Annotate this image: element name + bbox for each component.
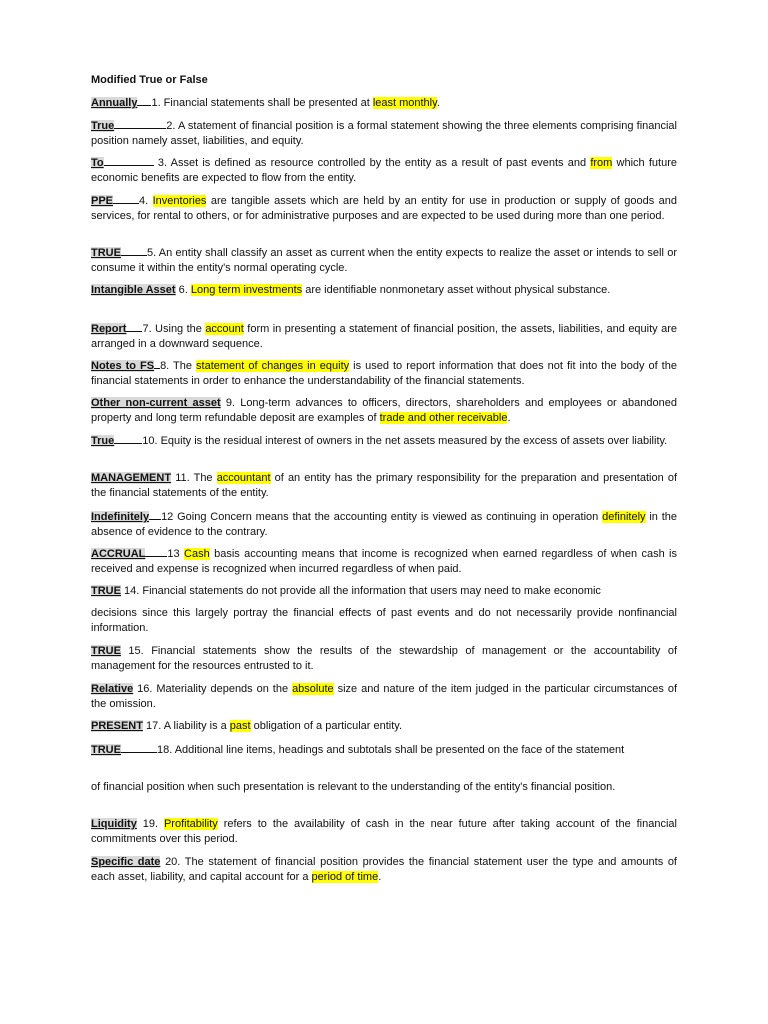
answer-5: TRUE [91,247,121,259]
answer-16: Relative [91,683,134,695]
answer-blank [145,546,167,557]
item-2 [91,118,677,149]
highlighted-term: past [229,720,251,732]
answer-blank [104,155,154,166]
item-text: 10. Equity is the residual interest of owners in the net assets measured by the excess of assets over liability. [142,435,668,447]
item-text: 7. Using the [142,323,206,335]
item-text: 15. Financial statements show the results of the stewardship of management or the accountability of management for the resources entrusted to it. [91,645,677,672]
answer-11: MANAGEMENT [91,472,172,484]
highlighted-term: trade and other receivable [379,412,508,424]
answer-13: ACCRUAL [91,548,146,560]
answer-12: Indefinitely [91,511,150,523]
item-11 [91,471,677,501]
answer-3: To [91,157,104,169]
highlighted-term: period of time [311,871,379,883]
highlighted-term: Long term investments [190,284,303,296]
item-text: 16. Materiality depends on the [133,683,293,695]
item-text: 5. An entity shall classify an asset as current when the entity expects to realize the asset or intends to sell or consume it within the entity's normal operating cycle. [91,247,677,274]
answer-20: Specific date [91,856,161,868]
item-19 [91,817,677,847]
item-18-continued [91,780,677,795]
highlighted-term: from [590,157,613,169]
item-5 [91,245,677,276]
item-text: in the absence of evidence to the contrary. [91,511,677,538]
item-text: obligation of a particular entity. [250,720,403,732]
item-text: form in presenting a statement of financial position, the assets, liabilities, and equity are arranged in a downward sequence. [91,323,677,350]
document-title: Modified True or False [91,74,208,86]
item-text: 20. The statement of financial position provides the financial statement user the type and amounts of each asset, liability, and capital account for a [91,856,677,883]
highlighted-term: Profitability [163,818,218,830]
item-text: is used to report information that does not fit into the body of the financial statements in order to enhance the understandability of the financial statements. [91,360,677,387]
answer-10: True [91,435,115,447]
item-text: 18. Additional line items, headings and subtotals shall be presented on the face of the statement [156,744,625,756]
highlighted-term: statement of changes in equity [196,360,350,372]
highlighted-term: accountant [216,472,271,484]
item-text: 11. The [171,472,217,484]
item-15 [91,644,677,674]
item-8 [91,358,677,389]
item-text: are identifiable nonmonetary asset without physical substance. [302,284,611,296]
item-text: 6. [175,284,191,296]
answer-18: TRUE [91,744,121,756]
answer-blank [137,95,151,106]
answer-2: True [91,120,115,132]
item-text: size and nature of the item judged in the particular circumstances of the omission. [91,683,678,710]
highlighted-term: account [205,323,244,335]
item-text: of an entity has the primary responsibility for the preparation and presentation of the financial statements of the entity. [91,472,677,499]
item-text: 3. Asset is defined as resource controlled by the entity as a result of past events and [153,157,591,169]
answer-19: Liquidity [91,818,137,830]
answer-6: Intangible Asset [91,284,176,296]
item-text: which future economic benefits are expected to flow from the entity. [91,157,677,184]
highlighted-term: Inventories [152,195,207,207]
item-18 [91,742,677,758]
item-text: 2. A statement of financial position is a formal statement showing the three elements comprising financial position namely asset, liabilities, and equity. [91,120,677,147]
item-text: . [507,412,511,424]
highlighted-term: Cash [184,548,210,560]
item-9 [91,396,677,426]
answer-8: Notes to FS [91,360,155,372]
item-14 [91,584,677,599]
answer-9: Other non-current asset [91,397,221,409]
item-text: refers to the availability of cash in the near future after taking account of the financial commitments over this period. [91,818,677,845]
answer-blank [126,321,142,332]
item-3 [91,155,677,186]
item-text: 17. A liability is a [142,720,230,732]
item-text: basis accounting means that income is recognized when earned regardless of when cash is received and expense is recognized when incurred regardless of when paid. [91,548,678,575]
item-text: 1. Financial statements shall be presented at [151,97,373,109]
item-text: 9. Long-term advances to officers, directors, shareholders and employees or abandoned property and long term refundable deposit are examples of [91,397,677,424]
answer-4: PPE [91,195,114,207]
highlighted-term: least monthly [372,97,437,109]
answer-blank [149,509,161,520]
item-20 [91,855,677,885]
answer-blank [114,118,166,129]
item-16 [91,682,677,712]
item-text: 12 Going Concern means that the accounting entity is viewed as continuing in operation [161,511,603,523]
answer-17: PRESENT [91,720,143,732]
item-17 [91,719,677,734]
item-text: . [378,871,382,883]
item-text: of financial position when such presentation is relevant to the understanding of the entity's financial position. [91,781,616,793]
answer-1: Annually [91,97,138,109]
highlighted-term: absolute [292,683,334,695]
answer-14: TRUE [91,585,121,597]
answer-blank [121,245,147,256]
item-14-continued [91,606,677,636]
item-text: 13 [167,548,185,560]
item-text: 4. [139,195,153,207]
item-text: 19. [136,818,164,830]
item-text: 8. The [160,360,197,372]
answer-blank [121,742,157,753]
item-1 [91,95,677,111]
item-text: are tangible assets which are held by an entity for use in production or supply of goods and services, for rental to others, or for administrative purposes and are expected to be used during more than one period. [91,195,677,222]
answer-15: TRUE [91,645,121,657]
item-7 [91,321,677,352]
item-text: . [436,97,440,109]
item-text: decisions since this largely portray the financial effects of past events and do not necessarily provide nonfinancial information. [91,607,677,634]
item-6 [91,283,677,298]
answer-blank [114,433,142,444]
answer-7: Report [91,323,127,335]
item-12 [91,509,677,540]
item-10 [91,433,677,449]
item-4 [91,193,677,224]
answer-blank [113,193,139,204]
highlighted-term: definitely [602,511,646,523]
item-13 [91,546,677,577]
item-text: 14. Financial statements do not provide all the information that users may need to make economic [120,585,601,597]
